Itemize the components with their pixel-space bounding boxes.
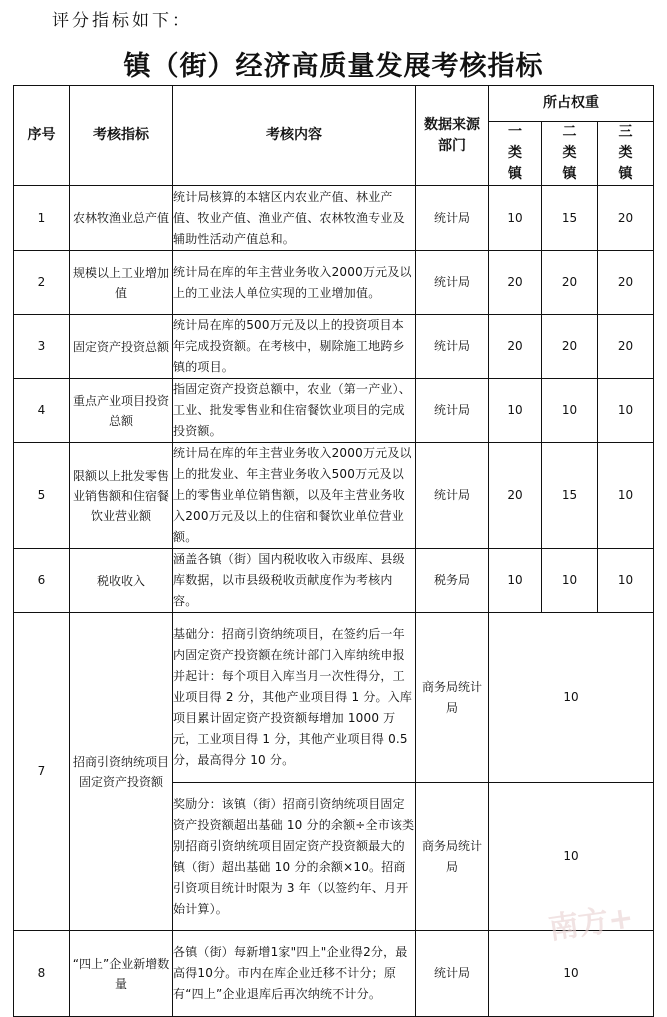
row-dept: 统计局 [416,315,489,379]
header-dept: 数据来源部门 [416,86,489,186]
header-indicator: 考核指标 [70,86,173,186]
row-dept: 税务局 [416,549,489,613]
row-weight-tier-2: 20 [542,315,598,379]
row-weight-merged: 10 [489,783,654,931]
row-weight-tier-3: 10 [598,443,654,549]
row-weight-tier-1: 10 [489,549,542,613]
row-dept: 统计局 [416,186,489,251]
row-weight-tier-2: 15 [542,186,598,251]
row-weight-tier-1: 20 [489,251,542,315]
page-title: 镇（街）经济高质量发展考核指标 [123,51,544,82]
row-content: 涵盖各镇（街）国内税收收入市级库、县级库数据，以市县级税收贡献度作为考核内容。 [173,549,416,613]
row-weight-tier-1: 20 [489,443,542,549]
row-weight-tier-3: 20 [598,315,654,379]
table-row [14,379,654,443]
row-content-base: 基础分：招商引资纳统项目，在签约后一年内固定资产投资额在统计部门入库纳统申报并起计：每个项目入库当月一次性得分，工业项目得 2 分，其他产业项目得 1 分。入库项目累计固定资产投资额每增加 1000 万元，工业项目得 1 分，其他产业项目得 0.5 分，最高得分 10 分。 [173,613,416,783]
table-row [14,549,654,613]
row-indicator: “四上”企业新增数量 [70,931,173,1017]
row-content: 各镇（街）每新增1家"四上"企业得2分，最高得10分。市内在库企业迁移不计分；原有“四上”企业退库后再次纳统不计分。 [173,931,416,1017]
row-dept: 商务局统计局 [416,783,489,931]
table-row [14,251,654,315]
row-weight-merged: 10 [489,613,654,783]
intro-text: 评分指标如下： [52,11,192,31]
row-number: 7 [14,613,70,931]
row-dept: 统计局 [416,251,489,315]
header-tier-2: 二类镇 [542,122,598,186]
assessment-table [13,85,654,1017]
row-weight-tier-1: 10 [489,186,542,251]
header-tier-3: 三类镇 [598,122,654,186]
row-weight-tier-2: 15 [542,443,598,549]
row-number: 5 [14,443,70,549]
row-content-bonus: 奖励分：该镇（街）招商引资纳统项目固定资产投资额超出基础 10 分的余额÷全市该类别招商引资纳统项目固定资产投资额最大的镇（街）超出基础 10 分的余额×10。招商引资项目统计时限为 3 年（以签约年、月开始计算）。 [173,783,416,931]
row-number: 1 [14,186,70,251]
watermark-logo: 南方+ [546,900,636,947]
row-weight-tier-3: 20 [598,251,654,315]
row-dept: 商务局统计局 [416,613,489,783]
row-weight-merged: 10 [489,931,654,1017]
row-number: 6 [14,549,70,613]
row-content: 统计局在库的年主营业务收入2000万元及以上的批发业、年主营业务收入500万元及以上的零售业单位销售额，以及年主营业务收入200万元及以上的住宿和餐饮业单位营业额。 [173,443,416,549]
header-weight: 所占权重 [489,86,654,122]
row-indicator: 重点产业项目投资总额 [70,379,173,443]
row-dept: 统计局 [416,443,489,549]
row-weight-tier-2: 10 [542,379,598,443]
row-weight-tier-3: 10 [598,379,654,443]
table-row [14,613,654,783]
row-indicator: 税收收入 [70,549,173,613]
row-dept: 统计局 [416,931,489,1017]
row-content: 统计局核算的本辖区内农业产值、林业产值、牧业产值、渔业产值、农林牧渔专业及辅助性活动产值总和。 [173,186,416,251]
row-dept: 统计局 [416,379,489,443]
header-seq: 序号 [14,86,70,186]
table-row [14,443,654,549]
row-number: 8 [14,931,70,1017]
row-weight-tier-2: 20 [542,251,598,315]
row-content: 指固定资产投资总额中，农业（第一产业）、工业、批发零售业和住宿餐饮业项目的完成投资额。 [173,379,416,443]
header-tier-1: 一类镇 [489,122,542,186]
row-number: 4 [14,379,70,443]
header-content: 考核内容 [173,86,416,186]
row-weight-tier-3: 10 [598,549,654,613]
row-indicator: 限额以上批发零售业销售额和住宿餐饮业营业额 [70,443,173,549]
row-weight-tier-1: 10 [489,379,542,443]
row-indicator: 固定资产投资总额 [70,315,173,379]
row-indicator: 招商引资纳统项目固定资产投资额 [70,613,173,931]
row-indicator: 农林牧渔业总产值 [70,186,173,251]
row-weight-tier-2: 10 [542,549,598,613]
row-indicator: 规模以上工业增加值 [70,251,173,315]
row-content: 统计局在库的年主营业务收入2000万元及以上的工业法人单位实现的工业增加值。 [173,251,416,315]
row-number: 2 [14,251,70,315]
row-content: 统计局在库的500万元及以上的投资项目本年完成投资额。在考核中，剔除施工地跨乡镇的项目。 [173,315,416,379]
row-weight-tier-1: 20 [489,315,542,379]
row-weight-tier-3: 20 [598,186,654,251]
row-number: 3 [14,315,70,379]
table-row [14,186,654,251]
table-row [14,315,654,379]
